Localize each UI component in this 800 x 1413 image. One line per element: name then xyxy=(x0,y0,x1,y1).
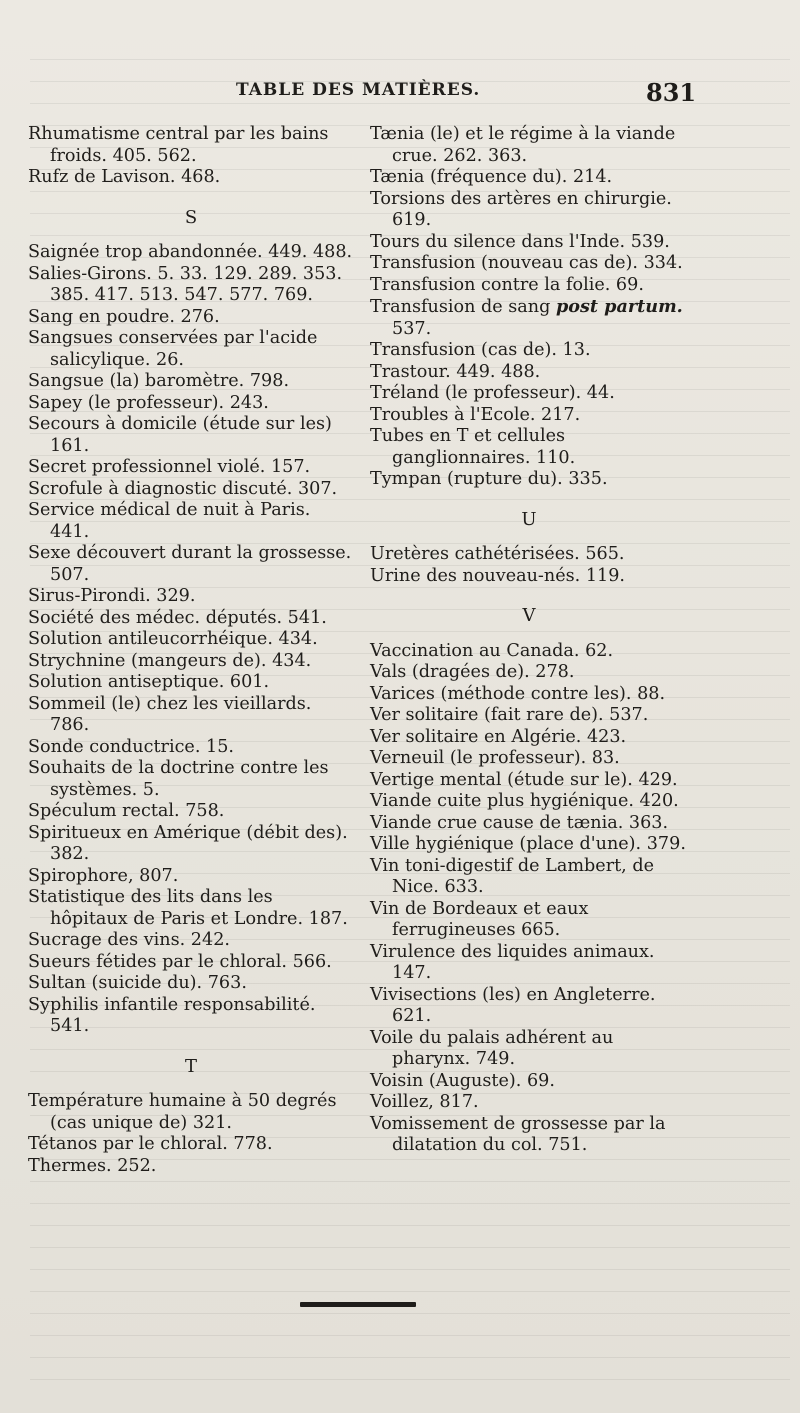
index-entry: Tours du silence dans l'Inde. 539. xyxy=(370,231,670,252)
index-entry: Tænia (fréquence du). 214. xyxy=(370,167,613,187)
index-entry: Ver solitaire (fait rare de). 537. xyxy=(370,705,649,725)
running-head: TABLE DES MATIÈRES. xyxy=(236,80,481,100)
index-entry: Spiritueux en Amérique (débit des). 382. xyxy=(28,822,348,864)
index-entry: Solution antileucorrhéique. 434. xyxy=(28,629,318,649)
index-entry: Secours à domicile (étude sur les) 161. xyxy=(28,414,332,456)
index-entry: Rhumatisme central par les bains froids. 405. 562. xyxy=(28,124,329,166)
index-entry: Verneuil (le professeur). 83. xyxy=(370,748,620,768)
index-entry: Vin de Bordeaux et eaux ferrugineuses 665. xyxy=(370,898,589,940)
entry-italic-text: post partum. xyxy=(555,296,683,317)
index-entry: Varices (méthode contre les). 88. xyxy=(370,683,666,704)
section-letter: U xyxy=(521,508,537,530)
index-entry: Tréland (le professeur). 44. xyxy=(370,383,615,403)
entry-text: Transfusion de sang xyxy=(370,297,556,317)
index-entry: Secret professionnel violé. 157. xyxy=(28,457,311,477)
index-entry: Vivisections (les) en Angleterre. 621. xyxy=(370,984,656,1026)
index-entry: Ville hygiénique (place d'une). 379. xyxy=(370,834,686,854)
index-entry: Souhaits de la doctrine contre les systèmes. 5. xyxy=(28,758,329,800)
index-entry: Salies-Girons. 5. 33. 129. 289. 353. 385. 417. 513. 547. 577. 769. xyxy=(28,263,343,305)
index-entry: Vals (dragées de). 278. xyxy=(370,662,575,682)
index-entry: Sangsue (la) baromètre. 798. xyxy=(28,371,290,391)
index-entry: Tétanos par le chloral. 778. xyxy=(28,1134,273,1154)
index-entry: Sang en poudre. 276. xyxy=(28,306,220,327)
index-entry: Troubles à l'Ecole. 217. xyxy=(370,404,581,425)
index-entry: Viande crue cause de tænia. 363. xyxy=(370,812,669,833)
index-entry: Sommeil (le) chez les vieillards. 786. xyxy=(28,693,312,735)
index-entry: Sucrage des vins. 242. xyxy=(28,930,230,950)
index-entry: Solution antiseptique. 601. xyxy=(28,672,270,692)
index-entry: Transfusion (nouveau cas de). 334. xyxy=(370,253,683,273)
index-entry: Sapey (le professeur). 243. xyxy=(28,392,269,413)
index-entry: Sueurs fétides par le chloral. 566. xyxy=(28,951,332,972)
index-column-right xyxy=(370,124,688,1157)
index-entry: Viande cuite plus hygiénique. 420. xyxy=(370,791,679,811)
index-entry: Statistique des lits dans les hôpitaux de Paris et Londre. 187. xyxy=(28,887,348,929)
index-entry: Voillez, 817. xyxy=(370,1092,479,1112)
index-entry: Tænia (le) et le régime à la viande crue. 262. 363. xyxy=(370,124,676,166)
index-entry: Société des médec. députés. 541. xyxy=(28,607,327,628)
index-entry: Sangsues conservées par l'acide salicylique. 26. xyxy=(28,328,318,370)
index-entry: Uretères cathétérisées. 565. xyxy=(370,544,625,564)
index-entry: Voile du palais adhérent au pharynx. 749. xyxy=(370,1027,614,1069)
index-entry: Sirus-Pirondi. 329. xyxy=(28,586,196,606)
section-letter: V xyxy=(522,605,536,626)
index-entry: Sexe découvert durant la grossesse. 507. xyxy=(28,543,352,585)
index-entry: Vin toni-digestif de Lambert, de Nice. 633. xyxy=(370,855,655,897)
index-entry: Température humaine à 50 degrés (cas unique de) 321. xyxy=(28,1091,337,1133)
section-letter: S xyxy=(184,206,198,228)
index-entry: Urine des nouveau-nés. 119. xyxy=(370,565,625,586)
index-entry: Tympan (rupture du). 335. xyxy=(370,469,608,489)
index-entry: Virulence des liquides animaux. 147. xyxy=(370,941,655,983)
index-entry: Vertige mental (étude sur le). 429. xyxy=(370,769,678,790)
index-entry: Spirophore, 807. xyxy=(28,865,179,886)
index-entry: Sonde conductrice. 15. xyxy=(28,736,235,757)
index-entry: Transfusion (cas de). 13. xyxy=(370,340,591,360)
section-letter: T xyxy=(184,1055,197,1077)
page-number: 831 xyxy=(646,78,697,107)
index-entry: Thermes. 252. xyxy=(28,1155,157,1176)
end-rule xyxy=(300,1302,416,1307)
index-entry: Voisin (Auguste). 69. xyxy=(370,1070,555,1091)
index-entry: Strychnine (mangeurs de). 434. xyxy=(28,650,312,671)
index-entry: Tubes en T et cellules ganglionnaires. 110. xyxy=(370,426,576,468)
index-entry: Sultan (suicide du). 763. xyxy=(28,973,247,993)
index-entry: Vaccination au Canada. 62. xyxy=(370,640,614,661)
index-entry: Rufz de Lavison. 468. xyxy=(28,167,221,187)
index-entry: Syphilis infantile responsabilité. 541. xyxy=(28,994,316,1036)
index-column-left xyxy=(28,124,354,1177)
index-entry: Saignée trop abandonnée. 449. 488. xyxy=(28,242,353,262)
index-entry: Torsions des artères en chirurgie. 619. xyxy=(370,188,672,230)
index-entry xyxy=(370,296,688,340)
index-entry: Vomissement de grossesse par la dilatation du col. 751. xyxy=(370,1113,666,1155)
entry-page-refs: 537. xyxy=(392,318,432,339)
index-entry: Spéculum rectal. 758. xyxy=(28,801,225,821)
index-entry: Service médical de nuit à Paris. 441. xyxy=(28,500,311,542)
index-entry: Ver solitaire en Algérie. 423. xyxy=(370,726,627,747)
index-entry: Scrofule à diagnostic discuté. 307. xyxy=(28,478,338,499)
index-entry: Trastour. 449. 488. xyxy=(370,361,541,382)
index-entry: Transfusion contre la folie. 69. xyxy=(370,274,644,295)
